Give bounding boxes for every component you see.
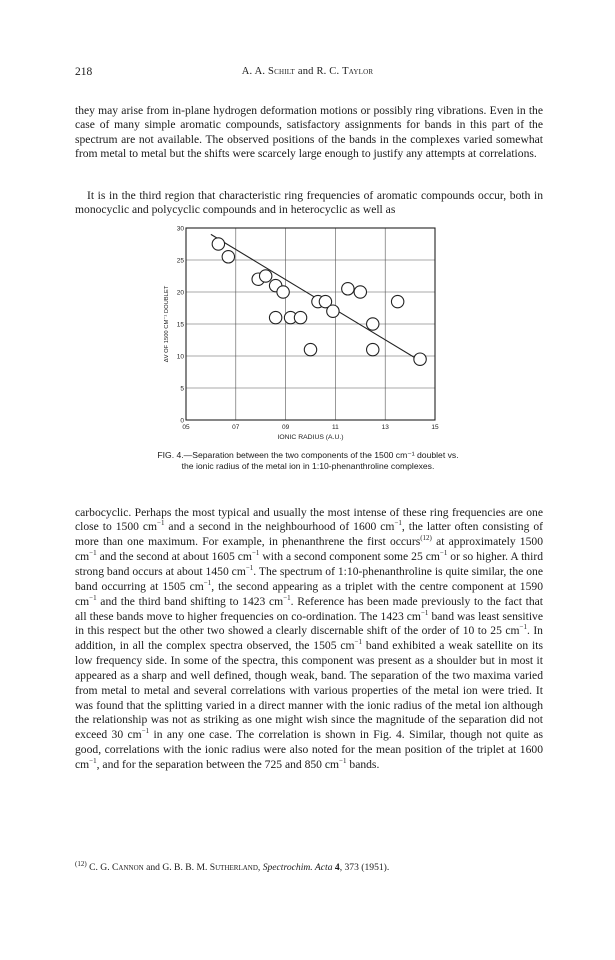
y-tick-label: 30 — [176, 225, 184, 233]
x-tick-label: 13 — [381, 424, 389, 431]
data-point — [259, 270, 271, 282]
y-tick-label: 0 — [180, 417, 184, 425]
data-point — [222, 251, 234, 263]
paragraph-1: they may arise from in-plane hydrogen deformation motions or possibly ring vibrations. Even in the case of many simple aromatic compounds, satisfactory assignments for bands in this part of the spectrum are not available. The observed positions of the bands in the complexes varied somewhat from metal to metal but the shifts were scarcely large enough to justify any attempts at correlations. — [75, 103, 543, 161]
caption-line-2: the ionic radius of the metal ion in 1:10-phenanthroline complexes. — [181, 460, 435, 471]
x-tick-label: 05 — [182, 424, 190, 431]
figure-4 — [150, 220, 480, 472]
page-header — [0, 66, 615, 82]
y-axis-label: ΔV OF 1500 CM⁻¹ DOUBLET — [164, 285, 170, 363]
running-head: A. A. Schilt and R. C. Taylor — [241, 66, 374, 77]
x-tick-label: 09 — [281, 424, 290, 431]
data-point — [269, 311, 281, 323]
footnote-text: C. G. Cannon and G. B. B. M. Sutherland, Spectrochim. Acta 4, 373 (1951). — [89, 862, 390, 873]
data-point — [277, 286, 289, 298]
data-point — [354, 286, 366, 298]
data-point — [304, 343, 316, 355]
data-point — [294, 311, 306, 323]
caption-line-1: FIG. 4.—Separation between the two components of the 1500 cm⁻¹ doublet vs. — [157, 450, 459, 460]
footnote-marker: (12) — [75, 859, 87, 868]
figure-caption — [150, 450, 466, 471]
footnote — [75, 859, 543, 873]
paragraph-2: It is in the third region that characteristic ring frequencies of aromatic compounds occur, both in monocyclic and polycyclic compounds and in heterocyclic as well as — [75, 188, 543, 217]
y-tick-label: 20 — [176, 289, 184, 297]
y-tick-label: 5 — [180, 385, 184, 393]
scatter-chart — [150, 220, 480, 472]
y-tick-label: 15 — [176, 321, 184, 329]
data-point — [414, 353, 426, 365]
paragraph-3: carbocyclic. Perhaps the most typical and usually the most intense of these ring frequencies are one close to 1500 $cm^{-1}$ and a second in the neighbourhood of 1600 $cm^{-1}$, the latter often consisting of more than one maximum. For example, in phenanthrene the first occurs$^{(12)}$ at approximately 1500 $cm^{-1}$ and the second at about 1605 $cm^{-1}$ with a second component some 25 $cm^{-1}$ or so higher. A third strong band occurs at about 1450 $cm^{-1}$. The spectrum of 1:10-phenanthroline is quite similar, the one band occurring at 1505 $cm^{-1}$, the second appearing as a triplet with the centre component at 1590 $cm^{-1}$ and the third band shifting to 1423 $cm^{-1}$. Reference has been made previously to the fact that all these bands move to higher frequencies on co-ordination. The 1423 $cm^{-1}$ band was least sensitive in this respect but the other two showed a clearly discernable shift of the order of 10 to 25 $cm^{-1}$. In addition, in all the complex spectra observed, the 1505 $cm^{-1}$ band exhibited a weak satellite on its low frequency side. In some of the spectra, this component was present as a shoulder but in most it appeared as a sharp and well defined, though weak, band. The separation of the two maxima varied from metal to metal and several correlations with various properties of the metal ion were tried. It was found that the splitting varied in a direct manner with the ionic radius of the metal ion although the relationship was not as striking as one might wish since the magnitude of the separation did not exceed 30 $cm^{-1}$ in any one case. The correlation is shown in Fig. 4. Similar, though not quite as good, correlations with the ionic radius were also noted for the mean position of the triplet at 1600 $cm^{-1}$, and for the separation between the 725 and 850 $cm^{-1}$ bands. — [75, 505, 544, 771]
y-tick-label: 25 — [176, 257, 184, 265]
x-tick-label: 07 — [232, 424, 240, 431]
data-point — [367, 343, 379, 355]
data-point — [212, 238, 224, 250]
data-point — [327, 305, 339, 317]
data-point — [342, 283, 354, 295]
data-point — [391, 295, 403, 307]
page-number: 218 — [75, 66, 93, 78]
y-tick-label: 10 — [176, 353, 184, 361]
x-tick-label: 11 — [332, 424, 339, 431]
x-tick-label: 15 — [431, 424, 439, 431]
x-axis-label: IONIC RADIUS (A.U.) — [277, 434, 344, 441]
data-point — [367, 318, 379, 330]
